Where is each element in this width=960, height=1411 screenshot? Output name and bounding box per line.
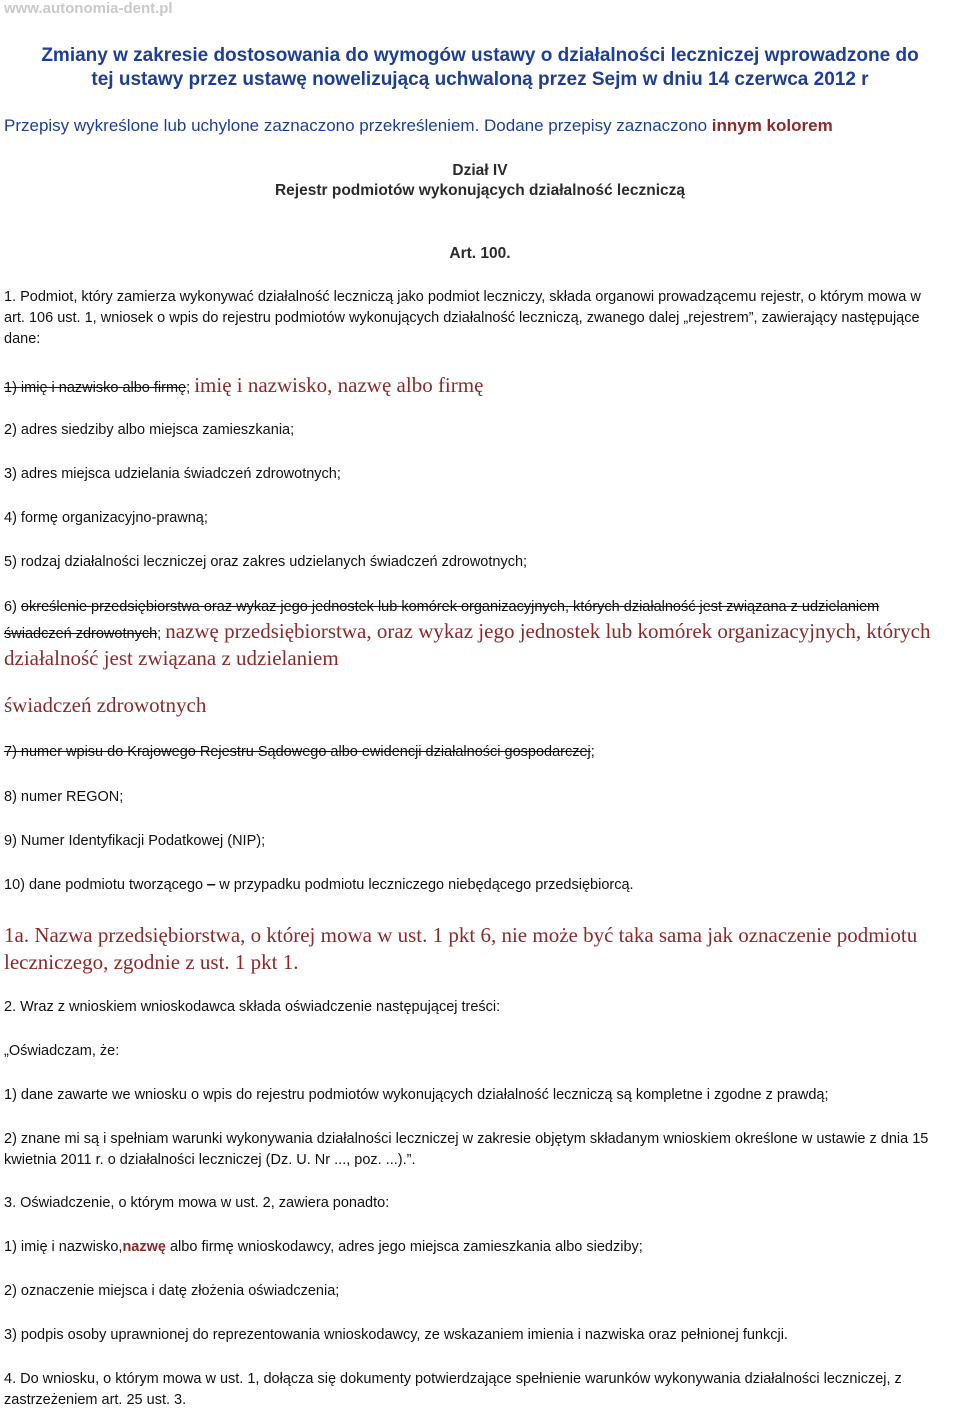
section-dzial: Dział IV	[452, 162, 508, 179]
item-5: 5) rodzaj działalności leczniczej oraz zakres udzielanych świadczeń zdrowotnych;	[4, 554, 528, 570]
paragraph-2-item-2: 2) znane mi są i spełniam warunki wykonywania działalności leczniczej w zakresie objętym składanym wnioskiem określone w ustawie z dnia 15 kwietnia 2011 r. o działalności leczniczej (Dz. U. Nr ..., poz. ...).”.	[4, 1131, 929, 1168]
paragraph-1a-inserted: 1a. Nazwa przedsiębiorstwa, o której mowa w ust. 1 pkt 6, nie może być taka sama jak oznaczenie podmiotu leczniczego, zgodnie z ust. 1 pkt 1.	[4, 923, 918, 974]
item-6-continued	[4, 692, 944, 719]
title-line-2: tej ustawy przez ustawę nowelizującą uchwaloną przez Sejm w dniu 14 czerwca 2012 r	[91, 69, 869, 90]
paragraph-1a	[4, 922, 944, 976]
paragraph-2: 2. Wraz z wnioskiem wnioskodawca składa oświadczenie następującej treści:	[4, 999, 501, 1015]
item-4: 4) formę organizacyjno-prawną;	[4, 510, 208, 526]
paragraph-3-item-2: 2) oznaczenie miejsca i datę złożenia oświadczenia;	[4, 1283, 340, 1299]
paragraph-2-quote: „Oświadczam, że:	[4, 1043, 120, 1059]
paragraph-3-item-3: 3) podpis osoby uprawnionej do reprezentowania wnioskodawcy, ze wskazaniem imienia i nazwiska oraz pełnionej funkcji.	[4, 1327, 788, 1343]
item-2: 2) adres siedziby albo miejsca zamieszkania;	[4, 422, 295, 438]
page-title	[0, 44, 960, 92]
title-line-1: Zmiany w zakresie dostosowania do wymogów ustawy o działalności leczniczej wprowadzone do	[41, 45, 919, 66]
item-1: 1) imię i nazwisko albo firmę; imię i nazwisko, nazwę albo firmę	[4, 373, 484, 397]
item-1-deleted: 1) imię i nazwisko albo firmę	[4, 380, 187, 396]
paragraph-3-item-1: 1) imię i nazwisko,nazwę albo firmę wnioskodawcy, adres jego miejsca zamieszkania albo siedziby;	[4, 1239, 643, 1255]
article-heading: Art. 100.	[449, 245, 511, 262]
item-6-deleted: określenie przedsiębiorstwa oraz wykaz jego jednostek lub komórek organizacyjnych, których działalność jest związana z udzielaniem świadczeń zdrowotnych	[4, 599, 880, 642]
item-1-inserted: imię i nazwisko, nazwę albo firmę	[194, 373, 484, 397]
item-6-inserted-continued: świadczeń zdrowotnych	[4, 693, 207, 717]
paragraph-2-item-1: 1) dane zawarte we wniosku o wpis do rejestru podmiotów wykonujących działalność leczniczą są kompletne i zgodne z prawdą;	[4, 1087, 829, 1103]
item-10-deleted: –	[207, 877, 216, 893]
paragraph-4: 4. Do wniosku, o którym mowa w ust. 1, dołącza się dokumenty potwierdzające spełnienie warunków wykonywania działalności leczniczej, z zastrzeżeniem art. 25 ust. 3.	[4, 1371, 902, 1408]
item-6: 6) określenie przedsiębiorstwa oraz wykaz jego jednostek lub komórek organizacyjnych, których działalność jest związana z udzielaniem świadczeń zdrowotnych; nazwę przedsiębiorstwa, oraz wykaz jego jednostek lub komórek organizacyjnych, których działalność jest związana z udzielaniem	[4, 599, 931, 670]
legend-note	[4, 116, 833, 136]
legend-red-text: innym kolorem	[711, 116, 833, 135]
paragraph-3-item-1-inserted: nazwę	[122, 1239, 166, 1255]
item-7-deleted: 7) numer wpisu do Krajowego Rejestru Sądowego albo ewidencji działalności gospodarczej	[4, 744, 591, 760]
item-7: 7) numer wpisu do Krajowego Rejestru Sądowego albo ewidencji działalności gospodarczej;	[4, 744, 595, 760]
legend-text: Przepisy wykreślone lub uchylone zaznaczono przekreśleniem. Dodane przepisy zaznaczono	[4, 116, 712, 135]
paragraph-3: 3. Oświadczenie, o którym mowa w ust. 2, zawiera ponadto:	[4, 1195, 390, 1211]
item-9: 9) Numer Identyfikacji Podatkowej (NIP);	[4, 833, 266, 849]
item-3: 3) adres miejsca udzielania świadczeń zdrowotnych;	[4, 466, 341, 482]
item-6-inserted: nazwę przedsiębiorstwa, oraz wykaz jego jednostek lub komórek organizacyjnych, których działalność jest związana z udzielaniem	[4, 619, 931, 670]
item-8: 8) numer REGON;	[4, 789, 124, 805]
section-rejestr: Rejestr podmiotów wykonujących działalność leczniczą	[274, 182, 685, 199]
site-url: www.autonomia-dent.pl	[4, 0, 173, 17]
item-10: 10) dane podmiotu tworzącego – w przypadku podmiotu leczniczego niebędącego przedsiębiorcą.	[4, 877, 634, 893]
paragraph-1: 1. Podmiot, który zamierza wykonywać działalność leczniczą jako podmiot leczniczy, składa organowi prowadzącemu rejestr, o którym mowa w art. 106 ust. 1, wniosek o wpis do rejestru podmiotów wykonujących działalność leczniczą, zwanego dalej „rejestrem”, zawierający następujące dane:	[4, 289, 921, 347]
